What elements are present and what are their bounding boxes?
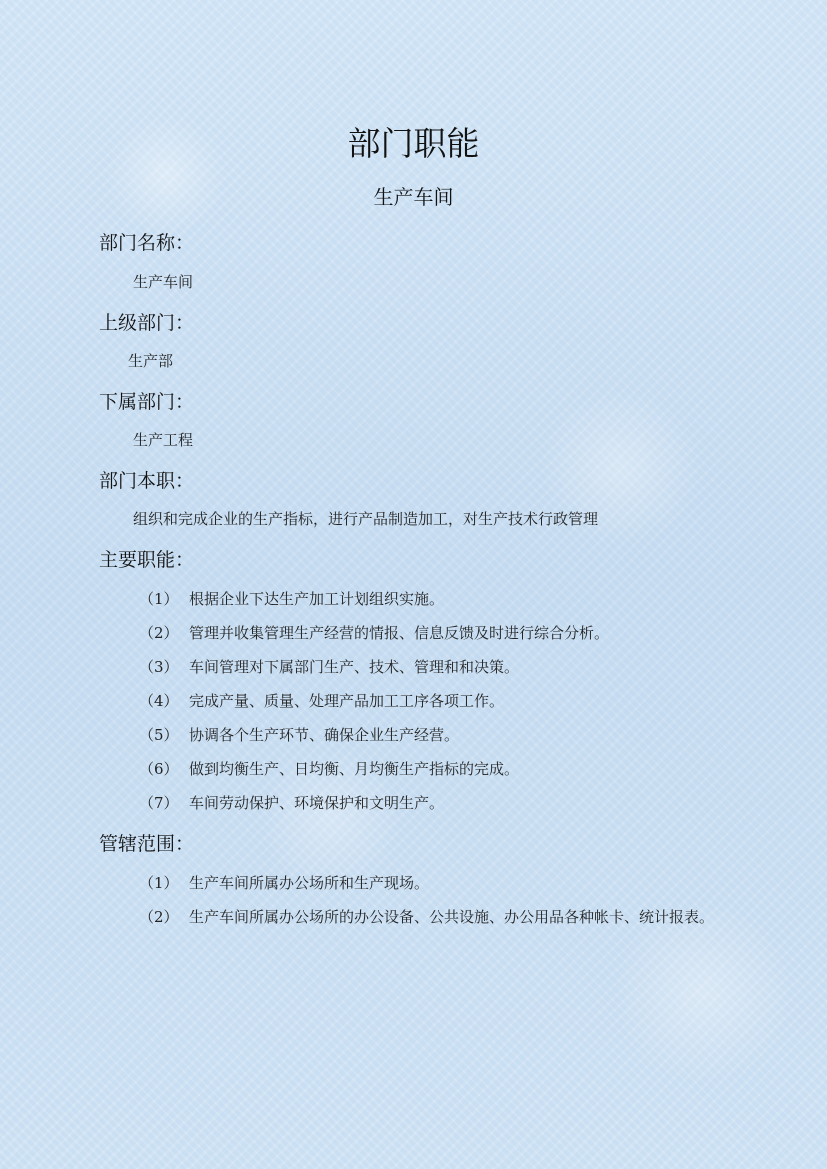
dept-name-heading: 部门名称：	[99, 232, 195, 254]
function-item-text: 车间劳动保护、环境保护和文明生产。	[189, 794, 445, 812]
function-item-number: （6）	[139, 760, 179, 778]
sub-dept-heading: 下属部门：	[99, 391, 195, 413]
sub-dept-value: 生产工程	[133, 431, 194, 449]
parent-dept-value: 生产部	[128, 352, 174, 370]
parent-dept-heading: 上级部门：	[99, 312, 195, 334]
scope-item	[139, 906, 739, 934]
function-item-number: （5）	[139, 726, 179, 744]
function-item-text: 管理并收集管理生产经营的情报、信息反馈及时进行综合分析。	[189, 624, 610, 642]
page-title: 部门职能	[347, 124, 480, 163]
function-item-number: （7）	[139, 794, 179, 812]
function-item-text: 根据企业下达生产加工计划组织实施。	[189, 590, 445, 608]
function-item-number: （1）	[139, 590, 179, 608]
scope-item-number: （1）	[139, 874, 179, 892]
function-item-text: 完成产量、质量、处理产品加工工序各项工作。	[189, 692, 505, 710]
dept-name-value: 生产车间	[133, 273, 194, 291]
function-item-number: （2）	[139, 624, 179, 642]
scope-heading: 管辖范围：	[99, 833, 195, 855]
function-item-text: 协调各个生产环节、确保企业生产经营。	[189, 726, 460, 744]
function-item-text: 做到均衡生产、日均衡、月均衡生产指标的完成。	[189, 760, 520, 778]
scope-item-number: （2）	[139, 908, 179, 926]
page-subtitle: 生产车间	[373, 185, 454, 209]
scope-item-text: 生产车间所属办公场所的办公设备、公共设施、办公用品各种帐卡、统计报表。	[189, 908, 715, 926]
function-item-text: 车间管理对下属部门生产、技术、管理和和决策。	[189, 658, 520, 676]
duty-value: 组织和完成企业的生产指标，进行产品制造加工，对生产技术行政管理	[133, 510, 599, 528]
duty-heading: 部门本职：	[99, 470, 195, 492]
function-item-number: （3）	[139, 658, 179, 676]
function-item-number: （4）	[139, 692, 179, 710]
scope-item-text: 生产车间所属办公场所和生产现场。	[189, 874, 430, 892]
functions-heading: 主要职能：	[99, 549, 195, 571]
